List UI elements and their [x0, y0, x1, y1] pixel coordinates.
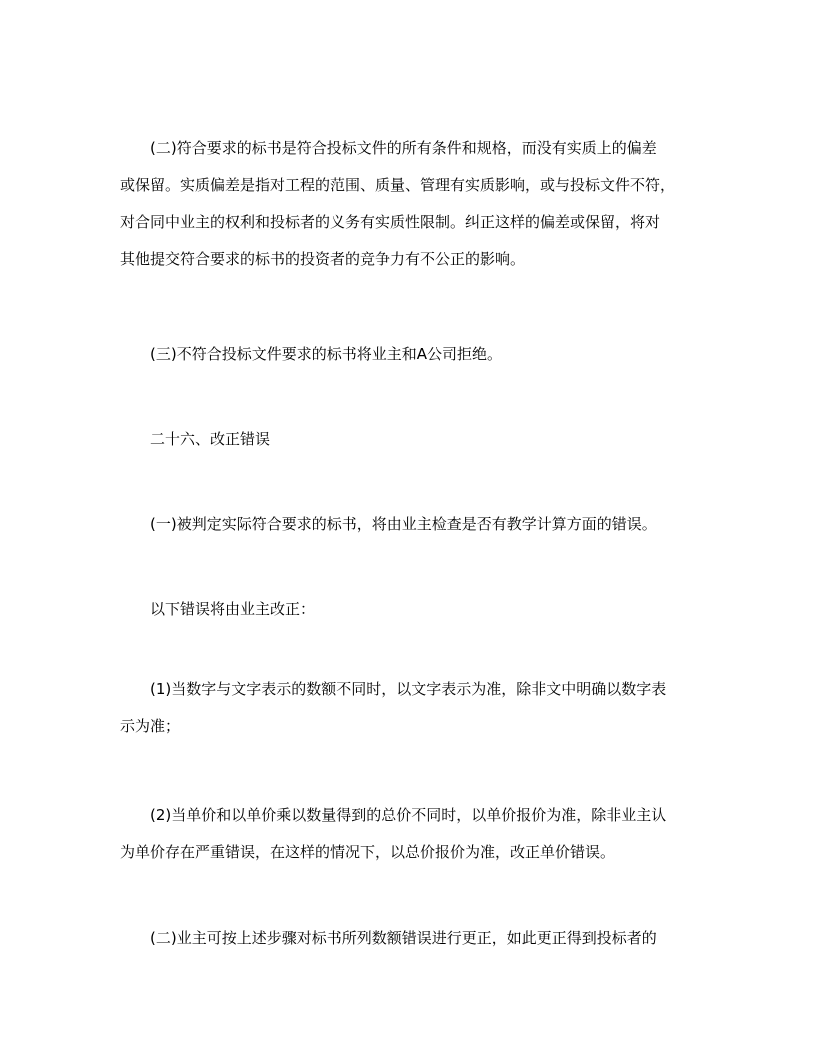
- section-heading-error-correction: [120, 421, 702, 458]
- text-line: 为单价存在严重错误，在这样的情况下，以总价报价为准，改正单价错误。: [120, 843, 616, 861]
- paragraph-errors-intro: [120, 591, 702, 628]
- text-line: 以下错误将由业主改正：: [150, 600, 316, 618]
- paragraph-owner-correction: [120, 920, 702, 957]
- text-line: 其他提交符合要求的标书的投资者的竞争力有不公正的影响。: [120, 250, 526, 268]
- text-line: 示为准；: [120, 717, 181, 735]
- text-line: 或保留。实质偏差是指对工程的范围、质量、管理有实质影响，或与投标文件不符，: [120, 176, 676, 194]
- text-line: 二十六、改正错误: [150, 430, 271, 448]
- paragraph-arithmetic-check: [120, 506, 702, 543]
- text-line: (二)业主可按上述步骤对标书所列数额错误进行更正，如此更正得到投标者的: [150, 929, 657, 947]
- text-line: (1)当数字与文字表示的数额不同时，以文字表示为准，除非文中明确以数字表: [150, 680, 667, 698]
- paragraph-nonconforming-bids: [120, 336, 702, 373]
- text-line: 对合同中业主的权利和投标者的义务有实质性限制。纠正这样的偏差或保留，将对: [120, 213, 661, 231]
- text-line: (三)不符合投标文件要求的标书将业主和A公司拒绝。: [150, 345, 502, 363]
- paragraph-rule-1: [120, 671, 702, 745]
- text-line: (一)被判定实际符合要求的标书，将由业主检查是否有教学计算方面的错误。: [150, 515, 657, 533]
- paragraph-conforming-bids: [120, 130, 702, 278]
- paragraph-rule-2: [120, 797, 702, 871]
- text-line: (2)当单价和以单价乘以数量得到的总价不同时，以单价报价为准，除非业主认: [150, 806, 667, 824]
- text-line: (二)符合要求的标书是符合投标文件的所有条件和规格，而没有实质上的偏差: [150, 139, 657, 157]
